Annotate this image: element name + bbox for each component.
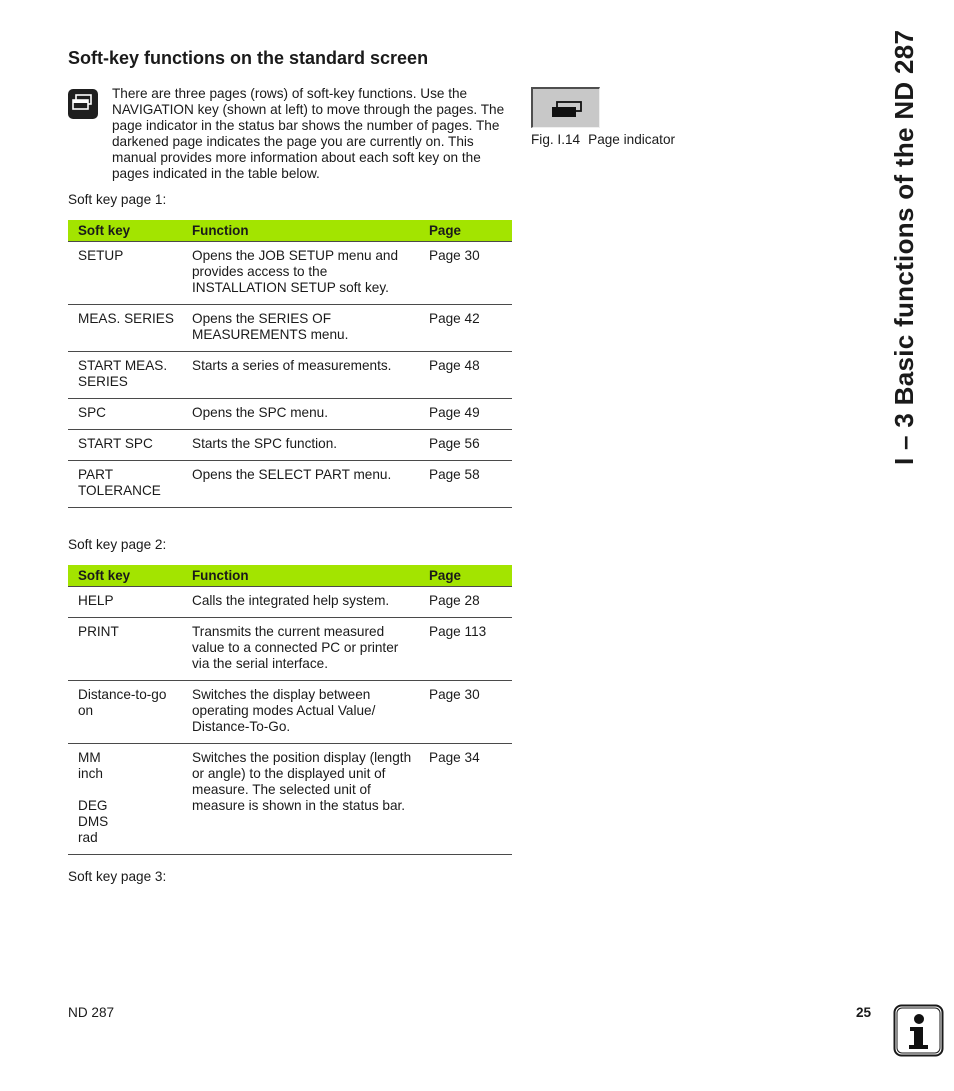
soft-key-page-3-label: Soft key page 3: [68,869,167,884]
table-row [68,681,512,744]
function-cell: Switches the position display (length or angle) to the displayed unit of measure. The selected unit of measure is shown in the status bar. [182,744,419,855]
table-row [68,430,512,461]
page-ref-cell: Page 30 [419,242,512,305]
figure-number: Fig. I.14 [531,132,581,147]
function-cell: Starts a series of measurements. [182,352,419,399]
column-header: Function [182,220,419,242]
column-header: Soft key [68,220,182,242]
soft-key-page-1-table [68,220,512,508]
function-cell: Opens the SELECT PART menu. [182,461,419,508]
page-ref-cell: Page 48 [419,352,512,399]
soft-key-cell: START MEAS. SERIES [68,352,182,399]
soft-key-cell: HELP [68,587,182,618]
info-icon [893,1004,944,1057]
soft-key-cell: MEAS. SERIES [68,305,182,352]
intro-paragraph: There are three pages (rows) of soft-key functions. Use the NAVIGATION key (shown at left) to move through the pages. The page indicator in the status bar shows the number of pages. The darkened page indicates the page you are currently on. This manual provides more information about each soft key on the pages indicated in the table below. [112,86,505,181]
page-ref-cell: Page 30 [419,681,512,744]
soft-key-cell: START SPC [68,430,182,461]
column-header: Function [182,565,419,587]
navigation-key-icon [68,89,98,119]
soft-key-cell: PART TOLERANCE [68,461,182,508]
function-cell: Calls the integrated help system. [182,587,419,618]
page-ref-cell: Page 56 [419,430,512,461]
table-row [68,242,512,305]
soft-key-cell: SPC [68,399,182,430]
function-cell: Opens the SPC menu. [182,399,419,430]
function-cell: Transmits the current measured value to a connected PC or printer via the serial interface. [182,618,419,681]
function-cell: Switches the display between operating modes Actual Value/ Distance-To-Go. [182,681,419,744]
table-row [68,461,512,508]
soft-key-page-1-label: Soft key page 1: [68,192,167,207]
figure-caption [531,132,675,147]
soft-key-cell: MM inch DEG DMS rad [68,744,182,855]
section-heading: Soft-key functions on the standard screen [68,48,429,68]
page-ref-cell: Page 34 [419,744,512,855]
page-ref-cell: Page 42 [419,305,512,352]
column-header: Soft key [68,565,182,587]
soft-key-cell: PRINT [68,618,182,681]
function-cell: Opens the SERIES OF MEASUREMENTS menu. [182,305,419,352]
column-header: Page [419,565,512,587]
table-row [68,305,512,352]
table-row [68,744,512,855]
footer-document-name: ND 287 [68,1005,115,1020]
soft-key-page-2-table [68,565,512,855]
table-row [68,618,512,681]
footer-page-number: 25 [856,1005,872,1020]
table-row [68,587,512,618]
chapter-side-title: I – 3 Basic functions of the ND 287 [889,29,919,465]
page-ref-cell: Page 58 [419,461,512,508]
function-cell: Starts the SPC function. [182,430,419,461]
table-row [68,399,512,430]
soft-key-cell: Distance-to-go on [68,681,182,744]
column-header: Page [419,220,512,242]
soft-key-page-2-label: Soft key page 2: [68,537,167,552]
soft-key-cell: SETUP [68,242,182,305]
page-indicator-icon [533,89,599,127]
page-ref-cell: Page 49 [419,399,512,430]
page-ref-cell: Page 28 [419,587,512,618]
table-header-row [68,565,512,587]
page-ref-cell: Page 113 [419,618,512,681]
table-row [68,352,512,399]
function-cell: Opens the JOB SETUP menu and provides access to the INSTALLATION SETUP soft key. [182,242,419,305]
table-header-row [68,220,512,242]
page-indicator-figure [531,87,600,128]
figure-caption-text: Page indicator [588,132,676,147]
